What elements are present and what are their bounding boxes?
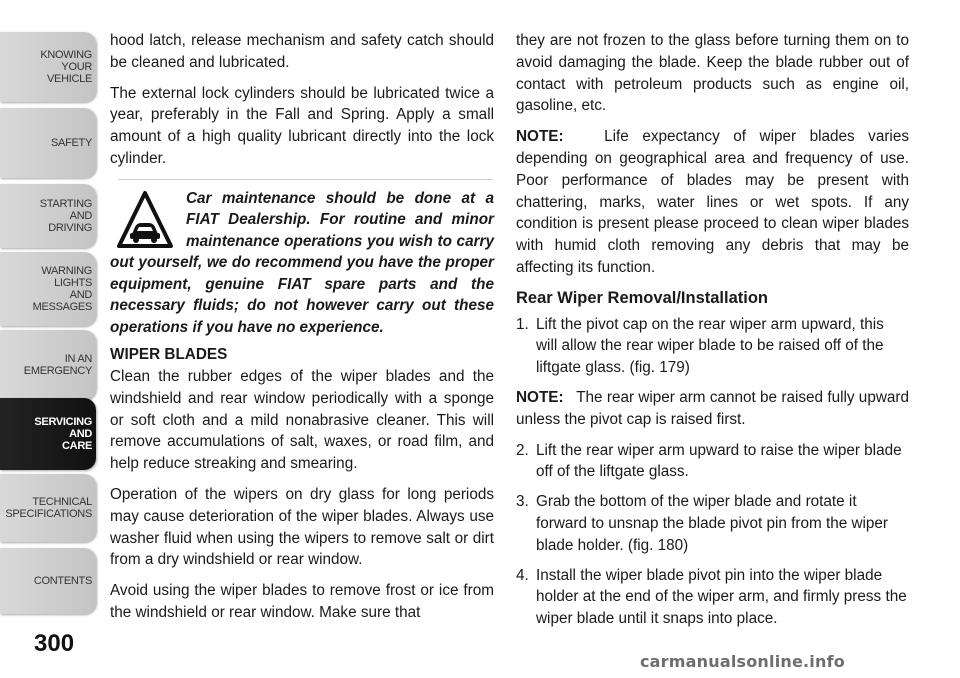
step-number: 1. — [516, 315, 529, 333]
tab-label: SAFETY — [51, 137, 92, 149]
step-number: 3. — [516, 493, 529, 511]
note-text: Life expectancy of wiper blades varies depending on geographical area and frequency of use. Poor performance of blades may be present with chattering, marks, water lines or wet spots. If any condition is present please proceed to clean wiper blades with humid cloth removing any debris that may be affecting its function. — [516, 128, 909, 276]
tab-starting-and-driving[interactable] — [0, 184, 96, 248]
note-label: NOTE: — [516, 388, 564, 406]
page-number: 300 — [34, 630, 75, 657]
list-item — [516, 314, 909, 379]
tab-warning-lights-and-messages[interactable] — [0, 252, 96, 326]
section-heading: WIPER BLADES — [110, 346, 228, 364]
tab-technical-specifications[interactable] — [0, 474, 96, 542]
step-text: Grab the bottom of the wiper blade and rotate it forward to unsnap the blade pivot pin from the wiper blade holder. (fig. 180) — [536, 493, 889, 554]
tab-label: KNOWING YOUR VEHICLE — [40, 49, 92, 85]
tab-safety[interactable] — [0, 108, 96, 178]
tab-label: WARNING LIGHTS AND MESSAGES — [32, 265, 92, 313]
step-number: 2. — [516, 441, 529, 459]
warning-car-triangle-icon — [116, 190, 174, 250]
tab-contents[interactable] — [0, 548, 96, 614]
paragraph: Avoid using the wiper blades to remove frost or ice from the windshield or rear window. Make sure that — [110, 582, 494, 622]
warning-box — [110, 179, 494, 339]
note-label: NOTE: — [516, 128, 564, 146]
tab-label: IN AN EMERGENCY — [23, 353, 92, 377]
warning-divider — [118, 179, 493, 180]
paragraph: Clean the rubber edges of the wiper blades and the windshield and rear window periodically with a sponge or soft cloth and a mild nonabrasive cleaner. This will remove accumulations of salt, waxes, or road film, and help reduce streaking and smearing. — [110, 368, 494, 473]
tab-servicing-and-care[interactable] — [0, 398, 96, 470]
tab-knowing-your-vehicle[interactable] — [0, 32, 96, 102]
note-text: The rear wiper arm cannot be raised fully upward unless the pivot cap is raised first. — [516, 388, 909, 428]
steps-list — [516, 440, 909, 630]
step-text: Install the wiper blade pivot pin into the wiper blade holder at the end of the wiper arm, and firmly press the wiper blade until it snaps into place. — [536, 566, 907, 628]
list-item — [516, 565, 909, 630]
subsection-heading: Rear Wiper Removal/Installation — [516, 288, 769, 307]
list-item — [516, 440, 909, 484]
tab-label: STARTING AND DRIVING — [39, 198, 92, 234]
warning-text: Car maintenance should be done at a FIAT Dealership. For routine and minor maintenance operations you wish to carry out yourself, we do recommend you have the proper equipment, genuine FIAT spare parts and the necessary fluids; do not however carry out these operations if you have no experience. — [110, 189, 494, 336]
tab-label: SERVICING AND CARE — [34, 416, 92, 452]
note-paragraph — [516, 387, 909, 431]
paragraph: hood latch, release mechanism and safety catch should be cleaned and lubricated. — [110, 32, 494, 71]
list-item — [516, 491, 909, 556]
paragraph: Operation of the wipers on dry glass for long periods may cause deterioration of the wiper blades. Always use washer fluid when using the wipers to remove salt or dirt from a dry windshield or rear window. — [110, 486, 494, 569]
step-number: 4. — [516, 566, 529, 584]
tab-label: TECHNICAL SPECIFICATIONS — [5, 496, 92, 520]
step-text: Lift the rear wiper arm upward to raise the wiper blade off of the liftgate glass. — [536, 441, 902, 481]
tab-label: CONTENTS — [33, 575, 92, 587]
steps-list — [516, 314, 909, 379]
paragraph: The external lock cylinders should be lubricated twice a year, preferably in the Fall and Spring. Apply a small amount of a high quality lubricant directly into the lock cylinder. — [110, 84, 494, 167]
right-column — [516, 30, 909, 638]
tab-in-an-emergency[interactable] — [0, 330, 96, 400]
paragraph: they are not frozen to the glass before turning them on to avoid damaging the blade. Keep the blade rubber out of contact with petroleum products such as engine oil, gasoline, etc. — [516, 32, 909, 115]
step-text: Lift the pivot cap on the rear wiper arm upward, this will allow the rear wiper blade to be raised off of the liftgate glass. (fig. 179) — [536, 315, 884, 377]
chapter-tabs — [0, 0, 97, 678]
left-column — [110, 30, 494, 633]
watermark: carmanualsonline.info — [640, 652, 845, 671]
note-paragraph — [516, 126, 909, 279]
